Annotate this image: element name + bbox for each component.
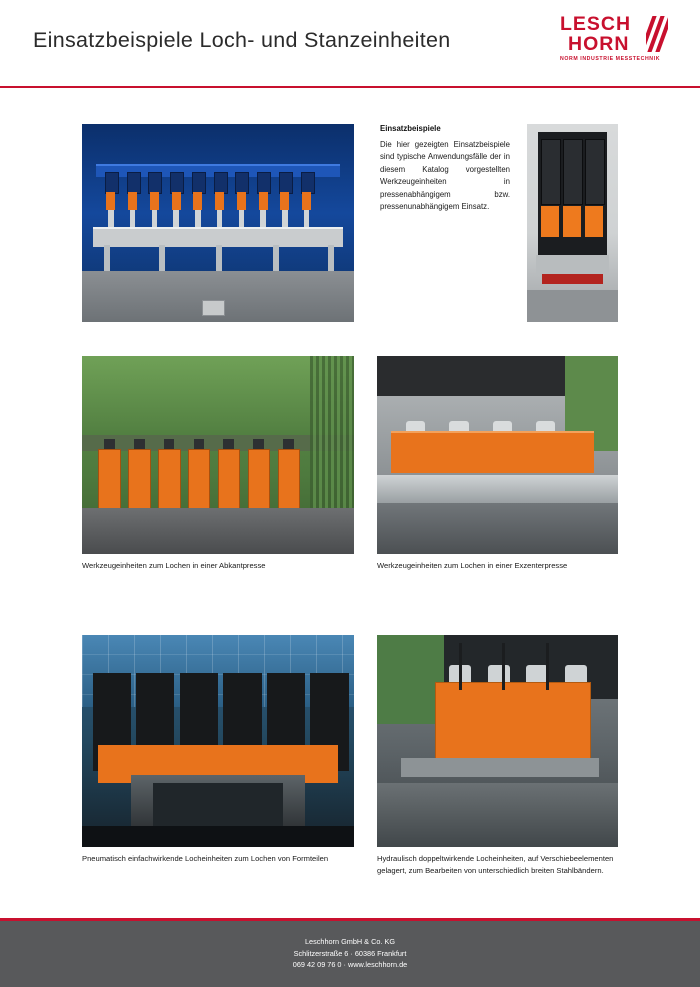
caption-exzenterpresse: Werkzeugeinheiten zum Lochen in einer Exzenterpresse xyxy=(377,561,568,570)
page-content xyxy=(0,88,700,918)
figure-press-overview xyxy=(82,124,354,322)
figure-exzenterpresse xyxy=(377,356,618,554)
company-logo xyxy=(558,14,670,70)
figure-abkantpresse xyxy=(82,356,354,554)
intro-body: Die hier gezeigten Einsatzbeispiele sind typische Anwendungsfälle der in diesem Katalog vorgestellten Werkzeugeinheiten in pressenabhängigem bzw. pressenunabhängigem Einsatz. xyxy=(380,140,510,212)
intro-text-block xyxy=(380,124,510,213)
logo-line-2: HORN xyxy=(568,33,630,55)
caption-hydraulische-locheinheiten: Hydraulisch doppeltwirkende Locheinheiten, auf Verschiebeelementen gelagert, zum Bearbeiten von unterschiedlich breiten Stahlbändern. xyxy=(377,854,614,875)
caption-abkantpresse: Werkzeugeinheiten zum Lochen in einer Abkantpresse xyxy=(82,561,266,570)
footer-company: Leschhorn GmbH & Co. KG xyxy=(304,937,396,946)
page-title: Einsatzbeispiele Loch- und Stanzeinheiten xyxy=(33,28,451,52)
page-footer xyxy=(0,918,700,987)
logo-slash-icon xyxy=(646,16,668,52)
logo-tagline: NORM INDUSTRIE MESSTECHNIK xyxy=(560,56,661,62)
footer-address: Schlitzerstraße 6 · 60386 Frankfurt xyxy=(293,948,407,958)
caption-pneumatische-locheinheiten: Pneumatisch einfachwirkende Locheinheiten zum Lochen von Formteilen xyxy=(82,854,329,863)
figure-hydraulische-locheinheiten xyxy=(377,635,618,847)
footer-contact: 069 42 09 76 0 · www.leschhorn.de xyxy=(292,960,408,969)
figure-pneumatische-locheinheiten xyxy=(82,635,354,847)
figure-punch-units-closeup xyxy=(527,124,618,322)
intro-heading: Einsatzbeispiele xyxy=(380,124,441,133)
footer-accent-bar xyxy=(0,918,700,921)
logo-line-1: LESCH xyxy=(560,13,632,35)
page-header xyxy=(0,0,700,86)
